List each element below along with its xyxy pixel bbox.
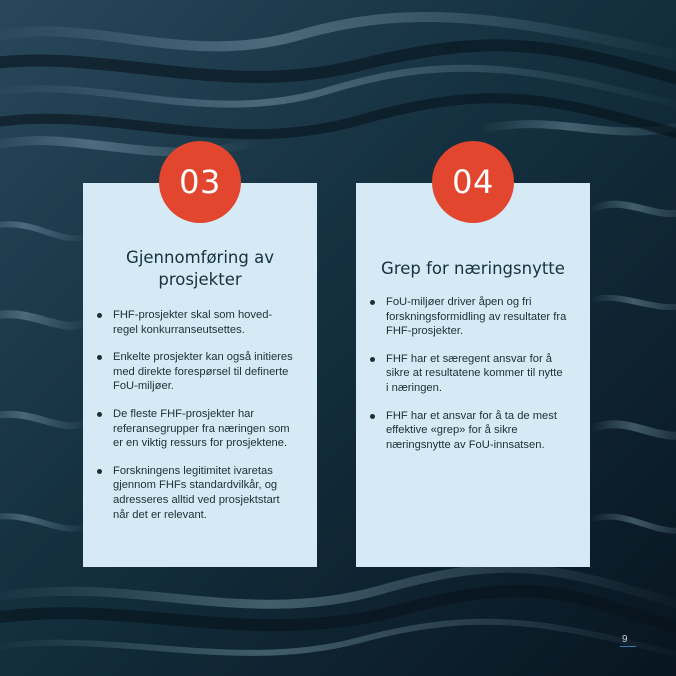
- list-item: Forskningens legitimitet ivaretas gjennom FHFs standardvilkår, og adresseres alltid ved prosjektstart når det er relevant.: [113, 464, 295, 522]
- list-item: FoU-miljøer driver åpen og fri forskningsformidling av resultater fra FHF-prosjekter.: [386, 295, 568, 339]
- bullet-icon: [97, 412, 102, 417]
- bullet-list: [83, 308, 317, 535]
- bullet-icon: [97, 355, 102, 360]
- card-gjennomforing: [83, 183, 317, 567]
- card-title: Gjennomføring av prosjekter: [126, 248, 274, 289]
- list-item: Enkelte prosjekter kan også initieres med direkte forespørsel til definerte FoU-miljøer.: [113, 350, 295, 394]
- bullet-icon: [97, 469, 102, 474]
- bullet-icon: [97, 313, 102, 318]
- list-item: FHF har et særegent ansvar for å sikre at resultatene kommer til nytte i næringen.: [386, 352, 568, 396]
- card-naeringsnytte: [356, 183, 590, 567]
- list-item: FHF har et ansvar for å ta de mest effektive «grep» for å sikre næringsnytte av FoU-innsatsen.: [386, 409, 568, 453]
- list-item: De fleste FHF-prosjekter har referansegrupper fra næringen som er en viktig ressurs for prosjektene.: [113, 407, 295, 451]
- bullet-icon: [370, 414, 375, 419]
- card-title: Grep for næringsnytte: [381, 259, 565, 278]
- number-badge: 04: [432, 141, 514, 223]
- bullet-icon: [370, 357, 375, 362]
- page-number-underline: [620, 646, 636, 647]
- number-badge: 03: [159, 141, 241, 223]
- page-number: 9: [622, 634, 628, 645]
- bullet-list: [356, 295, 590, 465]
- bullet-icon: [370, 300, 375, 305]
- list-item: FHF-prosjekter skal som hoved-regel konkurranseutsettes.: [113, 308, 295, 337]
